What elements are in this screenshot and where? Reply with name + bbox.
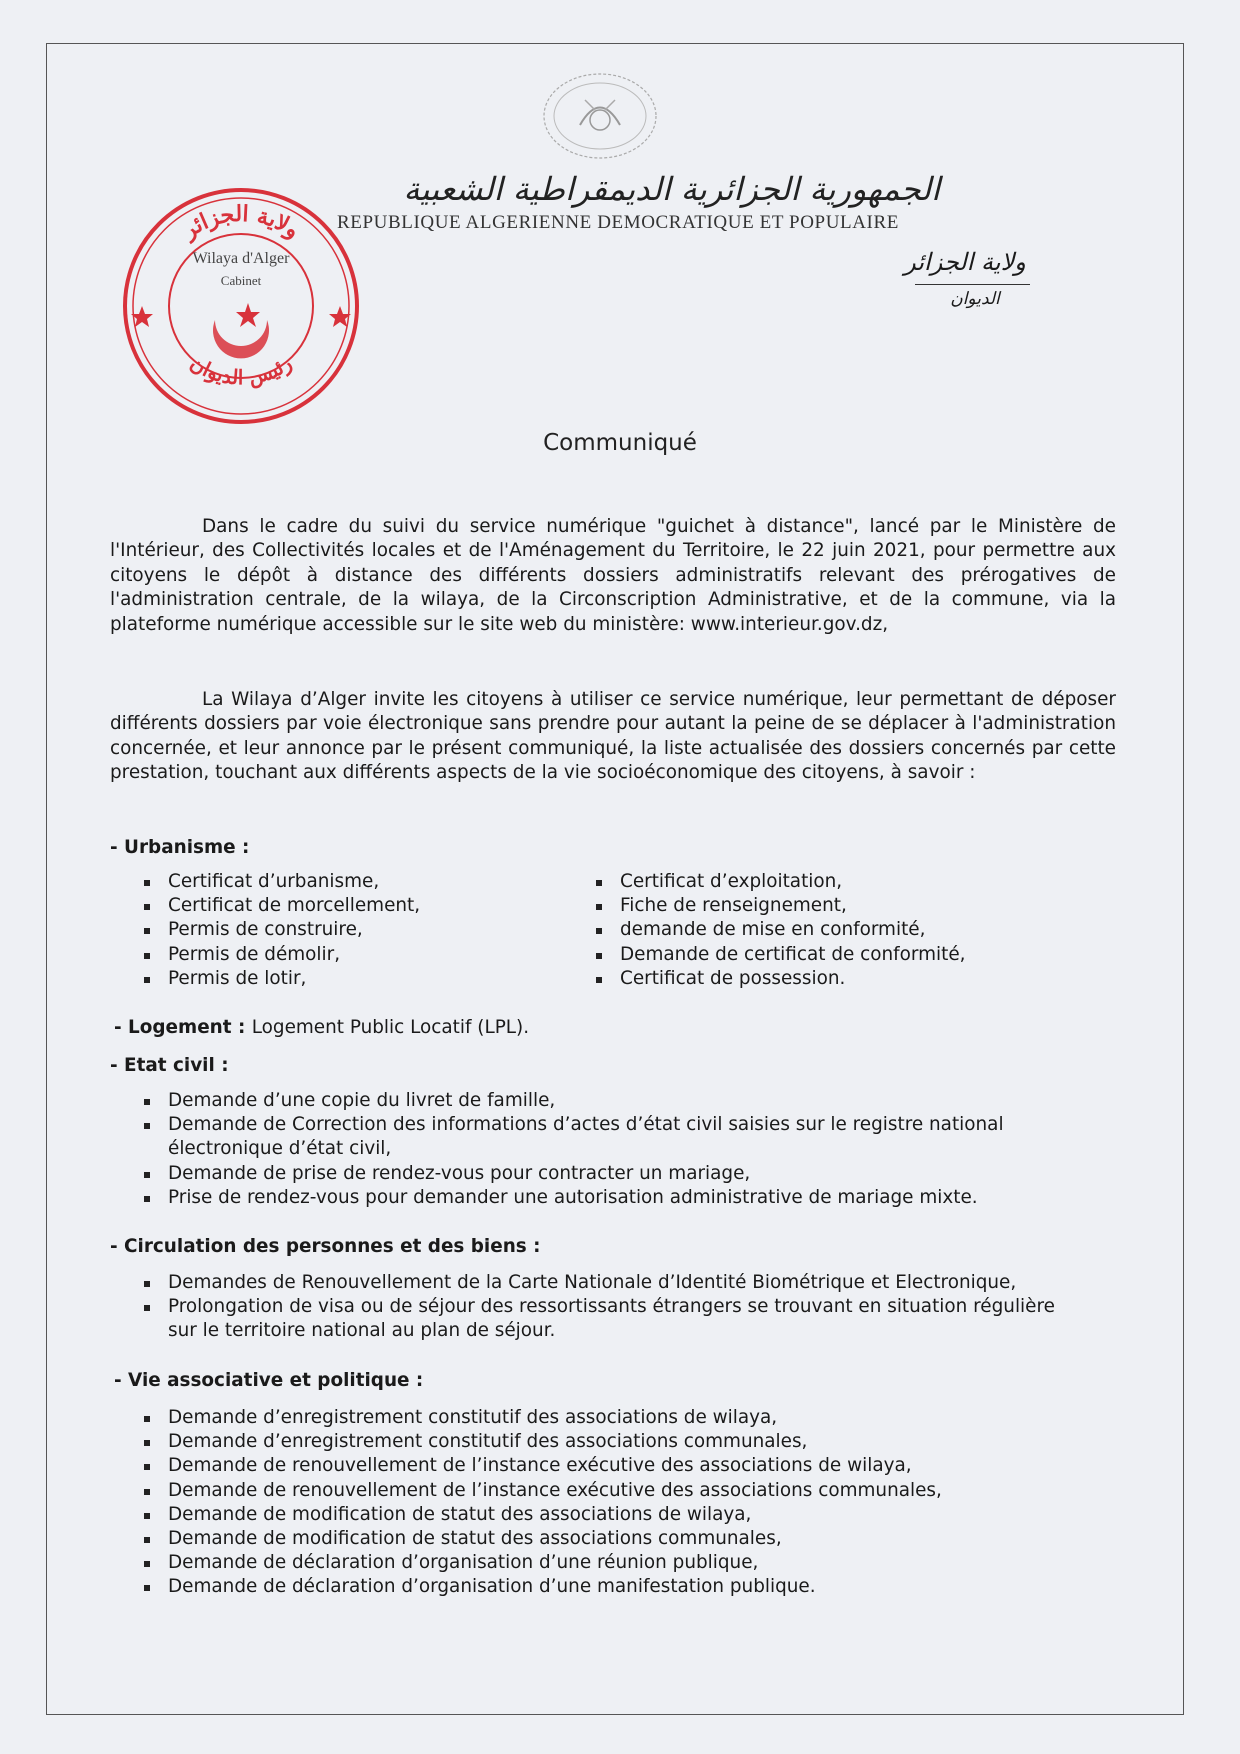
star-icon — [236, 303, 260, 327]
section-heading-vie-associative: - Vie associative et politique : — [114, 1370, 424, 1391]
intro-paragraph — [110, 515, 1116, 637]
list-item: Permis de démolir, — [140, 943, 560, 967]
list-item: Demande d’une copie du livret de famille, — [140, 1089, 1060, 1113]
arabic-republic-heading: الجمهورية الجزائرية الديمقراطية الشعبية — [403, 170, 940, 208]
list-item: Certificat d’exploitation, — [592, 870, 1092, 894]
cabinet-arabic-label: الديوان — [950, 289, 1000, 309]
list-item: Demande d’enregistrement constitutif des associations communales, — [140, 1430, 1080, 1454]
list-item: demande de mise en conformité, — [592, 918, 1092, 942]
list-item: Demande de certificat de conformité, — [592, 943, 1092, 967]
republic-heading: REPUBLIQUE ALGERIENNE DEMOCRATIQUE ET POPULAIRE — [337, 212, 899, 233]
circulation-list — [140, 1271, 1080, 1344]
list-item: Certificat de possession. — [592, 967, 1092, 991]
list-item: Fiche de renseignement, — [592, 894, 1092, 918]
stamp-arabic-bottom: رئيس الديوان — [186, 350, 297, 390]
list-item: Demandes de Renouvellement de la Carte Nationale d’Identité Biométrique et Electronique, — [140, 1271, 1080, 1295]
etat-civil-list — [140, 1089, 1060, 1210]
section-heading-circulation: - Circulation des personnes et des biens : — [110, 1236, 541, 1257]
wilaya-arabic-label: ولاية الجزائر — [904, 248, 1026, 276]
urbanisme-list-right — [592, 870, 1092, 991]
section-heading-logement: - Logement : — [114, 1017, 246, 1038]
list-item: Certificat de morcellement, — [140, 894, 560, 918]
invitation-paragraph — [110, 688, 1116, 786]
list-item: Demande de modification de statut des associations de wilaya, — [140, 1503, 1080, 1527]
urbanisme-list-left — [140, 870, 560, 991]
list-item: Demande de renouvellement de l’instance exécutive des associations communales, — [140, 1479, 1080, 1503]
list-item: Certificat d’urbanisme, — [140, 870, 560, 894]
stamp-wilaya-text: Wilaya d'Alger — [192, 250, 290, 267]
list-item: Demande de modification de statut des associations communales, — [140, 1527, 1080, 1551]
divider — [915, 284, 1030, 285]
section-heading-urbanisme: - Urbanisme : — [110, 837, 250, 858]
section-logement — [114, 1016, 529, 1040]
stamp-cabinet-text: Cabinet — [220, 273, 262, 288]
vie-associative-list — [140, 1406, 1080, 1600]
official-stamp — [120, 185, 362, 427]
section-heading-etat-civil: - Etat civil : — [110, 1055, 229, 1076]
list-item: Demande de déclaration d’organisation d’une manifestation publique. — [140, 1575, 1080, 1599]
invitation-text: La Wilaya d’Alger invite les citoyens à utiliser ce service numérique, leur permettant de déposer différents dossiers par voie électronique sans prendre pour autant la peine de se déplacer à l'administration concernée, et leur annonce par le présent communiqué, la liste actualisée des dossiers concernés par cette prestation, touchant aux différents aspects de la vie socioéconomique des citoyens, à savoir : — [110, 689, 1116, 784]
list-item: Permis de lotir, — [140, 967, 560, 991]
list-item: Demande de prise de rendez-vous pour contracter un mariage, — [140, 1162, 1060, 1186]
list-item: Demande d’enregistrement constitutif des associations de wilaya, — [140, 1406, 1080, 1430]
stamp-arabic-top: ولاية الجزائر — [177, 200, 305, 244]
list-item: Prolongation de visa ou de séjour des ressortissants étrangers se trouvant en situation régulière sur le territoire national au plan de séjour. — [140, 1295, 1080, 1343]
list-item: Prise de rendez-vous pour demander une autorisation administrative de mariage mixte. — [140, 1186, 1060, 1210]
intro-text: Dans le cadre du suivi du service numérique "guichet à distance", lancé par le Ministère de l'Intérieur, des Collectivités locales et de l'Aménagement du Territoire, le 22 juin 2021, pour permettre aux citoyens le dépôt à distance des différents dossiers administratifs relevant des prérogatives de l'administration centrale, de la wilaya, de la Circonscription Administrative, et de la commune, via la plateforme numérique accessible sur le site web du ministère: www.interieur.gov.dz, — [110, 516, 1116, 635]
list-item: Demande de renouvellement de l’instance exécutive des associations de wilaya, — [140, 1454, 1080, 1478]
page-title: Communiqué — [543, 430, 697, 456]
list-item: Permis de construire, — [140, 918, 560, 942]
national-emblem-icon — [540, 70, 660, 162]
list-item: Demande de Correction des informations d’actes d’état civil saisies sur le registre national électronique d’état civil, — [140, 1113, 1060, 1161]
list-item: Demande de déclaration d’organisation d’une réunion publique, — [140, 1551, 1080, 1575]
logement-text: Logement Public Locatif (LPL). — [251, 1017, 530, 1038]
